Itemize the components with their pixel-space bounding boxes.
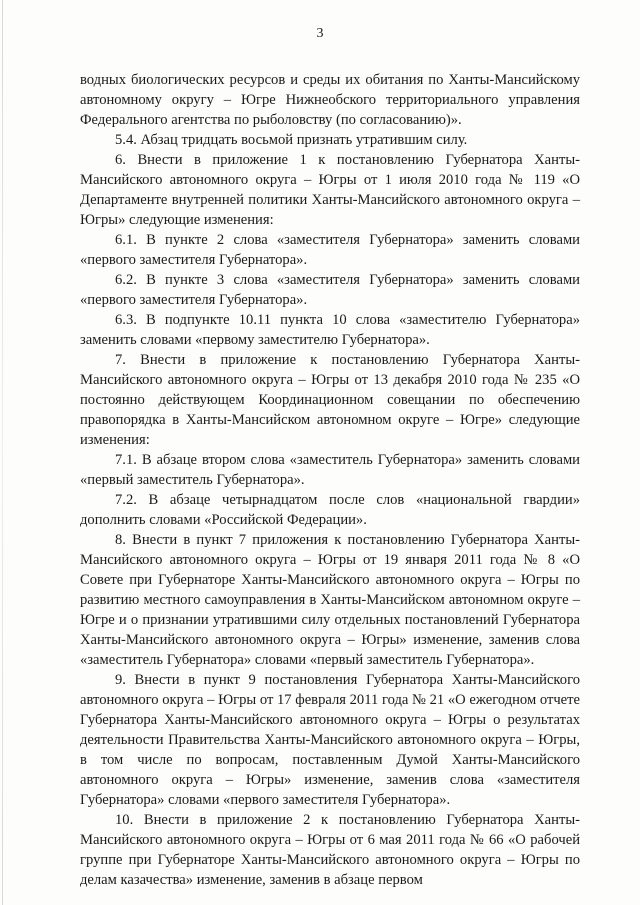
paragraph: 8. Внести в пункт 7 приложения к постановлению Губернатора Ханты-Мансийского автономного округа – Югры от 19 января 2011 года № 8 «О Совете при Губернаторе Ханты-Мансийского автономного округа – Югры по развитию местного самоуправления в Ханты-Мансийском автономном округе – Югре и о признании утратившими силу отдельных постановлений Губернатора Ханты-Мансийского автономного округа – Югры» изменение, заменив слова «заместитель Губернатора» словами «первый заместитель Губернатора». [80, 532, 580, 668]
paragraph: водных биологических ресурсов и среды их обитания по Ханты-Мансийскому автономному округу – Югре Нижнеобского территориального управления Федерального агентства по рыболовству (по согласованию)». [80, 72, 580, 128]
paragraph: 7.2. В абзаце четырнадцатом после слов «национальной гвардии» дополнить словами «Российской Федерации». [80, 492, 580, 528]
page-number: 3 [316, 26, 324, 41]
paragraph: 7.1. В абзаце втором слова «заместитель Губернатора» заменить словами «первый заместитель Губернатора». [80, 452, 580, 488]
paragraph: 6.3. В подпункте 10.11 пункта 10 слова «заместителю Губернатора» заменить словами «первому заместителю Губернатора». [80, 312, 580, 348]
document-body [80, 70, 580, 890]
paragraph: 5.4. Абзац тридцать восьмой признать утратившим силу. [115, 132, 468, 148]
paragraph: 9. Внести в пункт 9 постановления Губернатора Ханты-Мансийского автономного округа – Югры от 17 февраля 2011 года № 21 «О ежегодном отчете Губернатора Ханты-Мансийского автономного округа – Югры о результатах деятельности Правительства Ханты-Мансийского автономного округа – Югры, в том числе по вопросам, поставленным Думой Ханты-Мансийского автономного округа – Югры» изменение, заменив слова «заместителя Губернатора» словами «первого заместителя Губернатора». [80, 672, 580, 808]
paragraph: 6. Внести в приложение 1 к постановлению Губернатора Ханты-Мансийского автономного округа – Югры от 1 июля 2010 года № 119 «О Департаменте внутренней политики Ханты-Мансийского автономного округа – Югры» следующие изменения: [80, 152, 580, 228]
paragraph: 6.1. В пункте 2 слова «заместителя Губернатора» заменить словами «первого заместителя Губернатора». [80, 232, 580, 268]
paragraph: 10. Внести в приложение 2 к постановлению Губернатора Ханты-Мансийского автономного округа – Югры от 6 мая 2011 года № 66 «О рабочей группе при Губернаторе Ханты-Мансийского автономного округа – Югры по делам казачества» изменение, заменив в абзаце первом [80, 812, 580, 888]
paragraph: 7. Внести в приложение к постановлению Губернатора Ханты-Мансийского автономного округа – Югры от 13 декабря 2010 года № 235 «О постоянно действующем Координационном совещании по обеспечению правопорядка в Ханты-Мансийском автономном округе – Югре» следующие изменения: [80, 352, 580, 448]
scan-edge [2, 0, 3, 905]
paragraph: 6.2. В пункте 3 слова «заместителя Губернатора» заменить словами «первого заместителя Губернатора». [80, 272, 580, 308]
